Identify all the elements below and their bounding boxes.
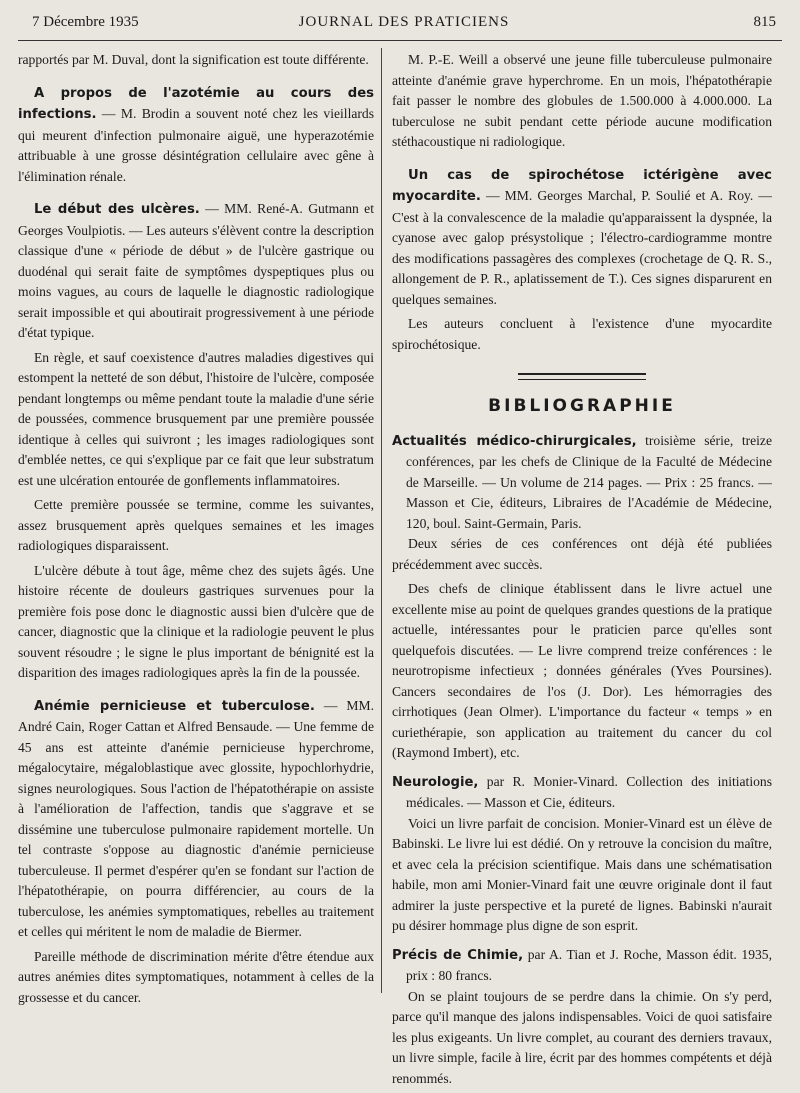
section-anemie <box>18 696 374 1009</box>
book-title: Précis de Chimie, <box>392 947 524 963</box>
section-text: — MM. René-A. Gutmann et Georges Voulpiotis. — Les auteurs s'élèvent contre la description classique d'une « période de début » de l'ulcère gastrique ou duodénal qui serait faite de symptômes dyspeptiques plus ou moins vagues, au cours de laquelle le diagnostic radiologique serait impossible et qui aboutirait progressivement à une période d'état typique. <box>18 201 374 340</box>
page-number: 815 <box>753 14 776 30</box>
paragraph-weill: M. P.-E. Weill a observé une jeune fille tuberculeuse pulmonaire atteinte d'anémie grave hyperchrome. En un mois, l'hépatothérapie fait passer le nombre des globules de 1.500.000 à 4.000.000. La tuberculose ne subit pendant cette période aucune modification stéthacoustique ni radiologique. <box>392 52 772 149</box>
paragraph: En règle, et sauf coexistence d'autres maladies digestives qui estompent la netteté de son début, l'histoire de l'ulcère, composée pendant longtemps ou même pendant toute la maladie d'une série de poussées, commence brusquement par une première poussée identique à celles qui suivront ; les images radiologiques sont d'emblée nettes, ce qui s'explique par ce fait que leur substratum est une ulcération entourée de gonflements inflammatoires. <box>18 349 374 488</box>
section-text: — MM. André Cain, Roger Cattan et Alfred Bensaude. — Une femme de 45 ans est atteinte d'anémie pernicieuse hyperchrome, mégalocytaire, mégaloblastique avec glossite, hypochlorhydrie, signes neurologiques. Sous l'action de l'hépatothérapie on assiste à l'amélioration de l'affection, tandis que s'aggrave et se dissémine une tuberculose pulmonaire rapidement mortelle. Un tel contraste s'oppose au diagnostic d'anémie pernicieuse tuberculeuse. Il permet d'espérer qu'en se fondant sur l'action de l'hépatothérapie, on pourra différencier, au cours de la tuberculose, les anémies symptomatiques, rebelles au traitement et celles qui méritent le nom de maladie de Biermer. <box>18 697 374 939</box>
book-title: Neurologie, <box>392 774 479 790</box>
paragraph: Les auteurs concluent à l'existence d'une myocardite spirochétosique. <box>392 316 772 352</box>
section-azotemie <box>18 83 374 188</box>
review-paragraph: Deux séries de ces conférences ont déjà été publiées précédemment avec succès. <box>392 536 772 572</box>
biblio-entry-neurologie <box>392 772 772 937</box>
review-paragraph: Voici un livre parfait de concision. Monier-Vinard est un élève de Babinski. Le livre lui est dédié. On y retrouve la concision du maître, et avec cela la précision scientifique. Mais dans une schématisation habile, mon ami Monier-Vinard fait une œuvre originale dont il faut admirer la juste perspective et la pureté de lignes. Babinski n'aurait pu désirer hommage plus digne de son esprit. <box>392 815 772 933</box>
left-column <box>18 50 374 1012</box>
bibliography-rule <box>518 373 646 380</box>
section-title: A propos de l'azotémie au cours des infections. <box>18 85 374 122</box>
review-paragraph: Des chefs de clinique établissent dans le livre actuel une excellente mise au point de quelques grandes questions de la pratique actuelle, intéressantes pour le praticien parce qu'elles sont quelquefois discutées. — Le livre comprend treize conférences : le neurotropisme infectieux ; données générales (Yves Poursines). Cancers secondaires de l'os (J. Dor). Les hémorragies des cirrhotiques (Jean Olmer). L'importance du facteur « temps » en curiethérapie, son application au traitement du cancer du col (Raymond Imbert), etc. <box>392 581 772 760</box>
page-header <box>32 14 776 36</box>
paragraph: Pareille méthode de discrimination mérite d'être étendue aux autres anémies dites symptomatiques, notamment à celles de la grossesse et du cancer. <box>18 948 374 1005</box>
journal-title: JOURNAL DES PRATICIENS <box>298 14 510 30</box>
bibliography-title: BIBLIOGRAPHIE <box>488 396 676 416</box>
intro-text: rapportés par M. Duval, dont la signification est toute différente. <box>18 52 369 67</box>
book-reference: troisième série, treize conférences, par les chefs de Clinique de la Faculté de Médecine de Marseille. — Un volume de 214 pages. — Prix : 25 francs. — Masson et Cie, éditeurs, Libraires de l'Académie de Médecine, 120, boul. Saint-Germain, Paris. <box>406 432 772 531</box>
header-rule <box>18 40 782 41</box>
book-title: Actualités médico-chirurgicales, <box>392 433 637 449</box>
section-title: Le début des ulcères. <box>34 202 200 217</box>
review-paragraph: On se plaint toujours de se perdre dans la chimie. On s'y perd, parce qu'il manque des jalons indispensables. Voici de quoi satisfaire les plus exigeants. Un livre complet, au courant des derniers travaux, un livre simple, facile à lire, écrit par des hommes compétents et déjà renommés. <box>392 988 772 1086</box>
issue-date: 7 Décembre 1935 <box>32 14 139 30</box>
biblio-entry-actualites <box>392 431 772 764</box>
section-title: Anémie pernicieuse et tuberculose. <box>34 698 315 714</box>
right-column <box>392 50 772 1093</box>
book-reference: par A. Tian et J. Roche, Masson édit. 1935, prix : 80 francs. <box>406 946 772 983</box>
section-spirochetose <box>392 165 772 356</box>
paragraph: Cette première poussée se termine, comme les suivantes, assez brusquement après quelques semaines et les images radiologiques disparaissent. <box>18 497 374 553</box>
section-title: Un cas de spirochétose ictérigène avec myocardite. <box>392 167 772 204</box>
section-text: — M. Brodin a souvent noté chez les vieillards qui meurent d'infection pulmonaire aiguë, une hyperazotémie attribuable à une grosse désintégration cellulaire avec gêne à l'élimination rénale. <box>18 106 374 184</box>
biblio-entry-chimie <box>392 945 772 1090</box>
book-reference: par R. Monier-Vinard. Collection des initiations médicales. — Masson et Cie, éditeurs. <box>406 773 772 810</box>
section-text: — MM. Georges Marchal, P. Soulié et A. Roy. — C'est à la convalescence de la maladie qu'apparaissent la dyspnée, la cyanose avec galop présystolique ; l'électro-cardiogramme montre des modifications passagères des complexes (crochetage de Q. R. S., allongement de P. R., aplatissement de T.). Ces signes disparurent en quelques semaines. <box>392 188 772 307</box>
paragraph: L'ulcère débute à tout âge, même chez des sujets âgés. Une histoire récente de douleurs gastriques survenues pour la première fois pose donc le diagnostic aussi bien d'ulcère que de cancer, diagnostic que la clinique et la radiologie peuvent le plus souvent résoudre ; le signe le plus important de bénignité est la disparition des images radiologiques après la fin de la poussée. <box>18 562 374 680</box>
section-ulceres <box>18 199 374 684</box>
column-divider <box>381 48 382 993</box>
